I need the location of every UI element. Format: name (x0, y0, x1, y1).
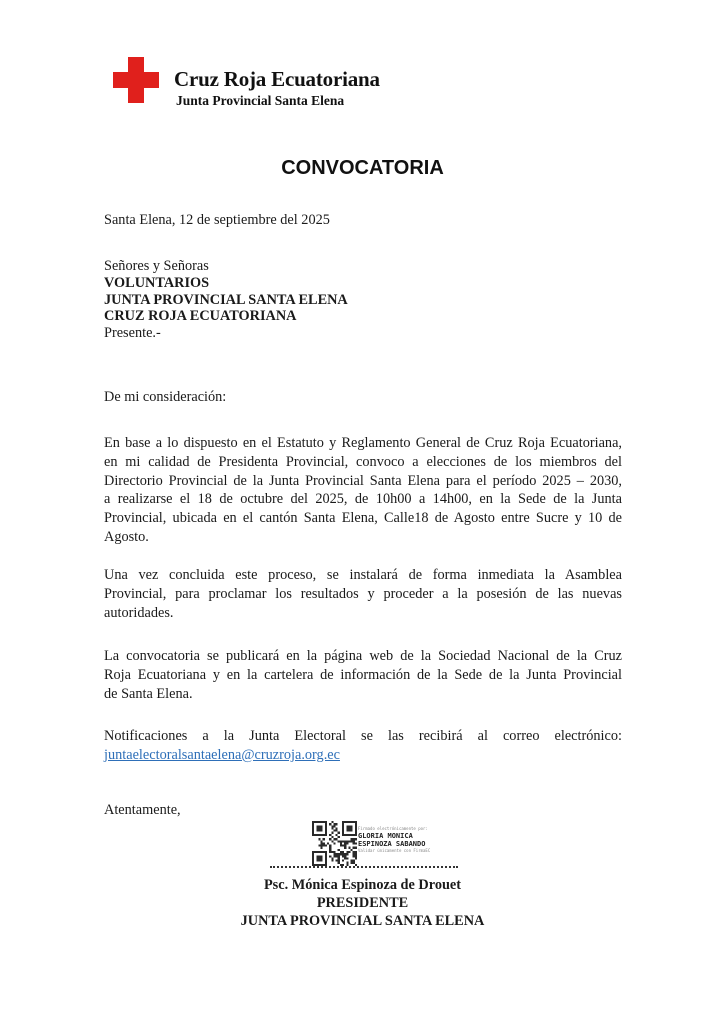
qr-module (333, 838, 335, 840)
addressee-line-1: VOLUNTARIOS (104, 274, 210, 291)
qr-module (333, 853, 335, 855)
qr-module (333, 830, 335, 832)
qr-module (331, 851, 333, 853)
qr-module (344, 845, 346, 847)
qr-module (336, 853, 338, 855)
qr-module (325, 845, 327, 847)
org-name: Cruz Roja Ecuatoriana (174, 67, 380, 91)
qr-module (338, 832, 340, 834)
paragraph-4-line: Notificaciones a la Junta Electoral se las recibirá al correo electrónico: (104, 728, 622, 744)
qr-module (336, 834, 338, 836)
qr-module (353, 853, 355, 855)
stamp-caption: Firmado electrónicamente por: (358, 826, 428, 831)
qr-module (338, 836, 340, 838)
electronic-signature-stamp (358, 826, 430, 854)
qr-module (342, 851, 344, 853)
addressee-presente: Presente.- (104, 325, 161, 342)
paragraph-3 (104, 647, 622, 703)
qr-module (331, 832, 333, 834)
qr-module (338, 857, 340, 859)
qr-module (340, 840, 342, 842)
qr-module (355, 857, 357, 859)
qr-module (329, 849, 331, 851)
qr-module (333, 851, 335, 853)
qr-module (321, 847, 323, 849)
qr-module (344, 857, 346, 859)
date-line: Santa Elena, 12 de septiembre del 2025 (104, 212, 330, 228)
qr-module (342, 845, 344, 847)
qr-module (353, 862, 355, 864)
red-cross-icon (113, 57, 159, 103)
qr-module (346, 851, 348, 853)
qr-module (353, 840, 355, 842)
qr-module (321, 845, 323, 847)
qr-module (351, 840, 353, 842)
qr-module (340, 853, 342, 855)
document-title: CONVOCATORIA (281, 157, 444, 179)
qr-module (338, 862, 340, 864)
qr-finder-pattern (316, 855, 322, 861)
stamp-footer: Validar únicamente con FirmaEC (358, 848, 431, 853)
paragraph-2-line: Provincial, para proclamar los resultados y proceder a la posesión de las nuevas (104, 585, 622, 602)
signer-name-line-2: ESPINOZA SABANDO (358, 840, 426, 848)
qr-module (348, 840, 350, 842)
addressee-line-3: CRUZ ROJA ECUATORIANA (104, 308, 297, 325)
red-cross-horizontal-bar (113, 72, 159, 88)
qr-module (323, 838, 325, 840)
paragraph-1-line: Agosto. (104, 528, 149, 545)
qr-module (346, 840, 348, 842)
qr-module (355, 847, 357, 849)
closing: Atentamente, (104, 802, 181, 818)
qr-module (342, 840, 344, 842)
qr-module (336, 827, 338, 829)
qr-module (318, 838, 320, 840)
qr-module (333, 825, 335, 827)
qr-module (329, 838, 331, 840)
qr-module (351, 862, 353, 864)
qr-module (336, 838, 338, 840)
qr-finder-pattern (346, 825, 352, 831)
qr-module (331, 836, 333, 838)
qr-module (338, 840, 340, 842)
paragraph-1-line: En base a lo dispuesto en el Estatuto y Reglamento General de Cruz Roja Ecuatoriana, (104, 435, 622, 451)
qr-module (353, 838, 355, 840)
paragraph-3-line: Roja Ecuatoriana y en la cartelera de información de la Sede de la Junta Provincial (104, 666, 622, 683)
org-subtitle: Junta Provincial Santa Elena (176, 93, 345, 108)
qr-module (336, 855, 338, 857)
qr-module (346, 842, 348, 844)
qr-module (323, 842, 325, 844)
qr-module (351, 838, 353, 840)
qr-module (344, 842, 346, 844)
qr-module (318, 845, 320, 847)
qr-module (353, 855, 355, 857)
qr-module (346, 853, 348, 855)
qr-module (346, 862, 348, 864)
qr-module (338, 853, 340, 855)
paragraph-1 (104, 434, 622, 547)
qr-module (340, 842, 342, 844)
qr-module (353, 847, 355, 849)
paragraph-2-line: autoridades. (104, 604, 174, 621)
email-link[interactable]: juntaelectoralsantaelena@cruzroja.org.ec (104, 746, 340, 763)
paragraph-1-line: a realizarse el 18 de octubre del 2025, de 10h00 a 14h00, en la Sede de la Junta (104, 491, 622, 508)
signature-line (270, 866, 458, 868)
qr-module (338, 860, 340, 862)
qr-module (333, 855, 335, 857)
qr-module (331, 857, 333, 859)
qr-module (344, 840, 346, 842)
signatory-org: JUNTA PROVINCIAL SANTA ELENA (240, 913, 485, 929)
qr-module (333, 842, 335, 844)
qr-module (338, 855, 340, 857)
qr-module (348, 847, 350, 849)
qr-module (331, 840, 333, 842)
qr-module (353, 851, 355, 853)
qr-module (340, 845, 342, 847)
qr-module (342, 853, 344, 855)
qr-module (336, 823, 338, 825)
qr-module (342, 855, 344, 857)
addressee-line-2: JUNTA PROVINCIAL SANTA ELENA (104, 291, 348, 308)
qr-module (351, 849, 353, 851)
qr-module (355, 853, 357, 855)
qr-module (329, 823, 331, 825)
qr-module (331, 860, 333, 862)
qr-module (353, 842, 355, 844)
qr-module (353, 860, 355, 862)
qr-module (323, 845, 325, 847)
signatory-name: Psc. Mónica Espinoza de Drouet (263, 877, 462, 893)
qr-module (342, 860, 344, 862)
qr-module (338, 849, 340, 851)
qr-module (331, 827, 333, 829)
qr-module (336, 830, 338, 832)
email-line (104, 746, 622, 765)
paragraph-3-line: La convocatoria se publicará en la página web de la Sociedad Nacional de la Cruz (104, 648, 622, 664)
paragraph-1-line: Directorio Provincial de la Junta Provincial Santa Elena para el período 2025 – 2030, (104, 472, 622, 489)
qr-module (331, 821, 333, 823)
qr-module (344, 853, 346, 855)
qr-module (355, 851, 357, 853)
qr-module (329, 851, 331, 853)
signer-name-line-1: GLORIA MONICA (358, 832, 413, 840)
qr-module (348, 851, 350, 853)
qr-module (355, 842, 357, 844)
paragraph-4 (104, 727, 622, 765)
paragraph-1-line: en mi calidad de Presidenta Provincial, convoco a elecciones de los miembros del (104, 453, 622, 470)
qr-module (331, 825, 333, 827)
qr-module (329, 834, 331, 836)
qr-module (329, 855, 331, 857)
qr-module (344, 847, 346, 849)
paragraph-2-line: Una vez concluida este proceso, se instalará de forma inmediata la Asamblea (104, 567, 622, 583)
qr-module (346, 857, 348, 859)
qr-module (336, 860, 338, 862)
qr-module (333, 823, 335, 825)
qr-code-icon (312, 821, 357, 866)
qr-module (327, 842, 329, 844)
qr-module (340, 851, 342, 853)
qr-module (344, 855, 346, 857)
paragraph-3-line: de Santa Elena. (104, 685, 193, 702)
qr-finder-pattern (316, 825, 322, 831)
addressee-block (104, 258, 622, 342)
qr-module (329, 847, 331, 849)
qr-module (321, 840, 323, 842)
qr-module (351, 860, 353, 862)
greeting: De mi consideración: (104, 389, 227, 405)
qr-module (355, 855, 357, 857)
addressee-salutation: Señores y Señoras (104, 258, 209, 274)
signatory-role: PRESIDENTE (316, 895, 409, 911)
paragraph-1-line: Provincial, ubicada en el cantón Santa Elena, Calle18 de Agosto entre Sucre y 10 de (104, 510, 622, 527)
qr-module (321, 842, 323, 844)
paragraph-2 (104, 566, 622, 622)
qr-module (355, 838, 357, 840)
qr-module (329, 845, 331, 847)
